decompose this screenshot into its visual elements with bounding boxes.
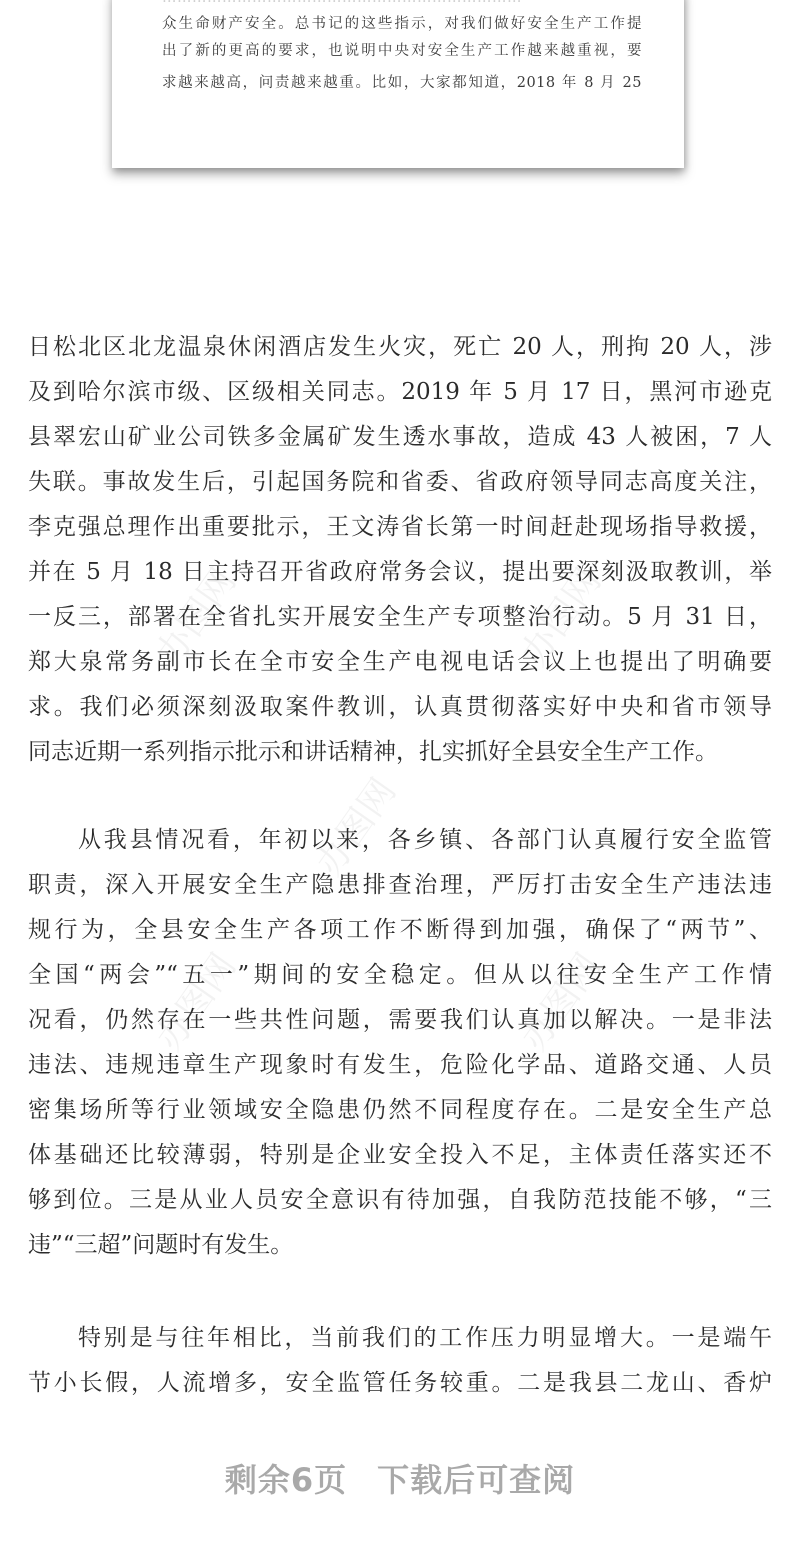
- previous-page-line: 众生命财产安全。总书记的这些指示，对我们做好安全生产工作提: [162, 16, 642, 32]
- watermark: 办图网: [513, 946, 610, 1059]
- paragraph-2-line: 全国“两会”“五一”期间的安全稳定。但从以往安全生产工作情: [28, 962, 772, 988]
- paragraph-2-line: 职责，深入开展安全生产隐患排查治理，严厉打击安全生产违法违: [28, 872, 772, 898]
- paragraph-2-line: 体基础还比较薄弱，特别是企业安全投入不足，主体责任落实还不: [28, 1142, 772, 1168]
- paragraph-2-line: 密集场所等行业领域安全隐患仍然不同程度存在。二是安全生产总: [28, 1097, 772, 1123]
- paragraph-1-line: 一反三，部署在全省扎实开展安全生产专项整治行动。5 月 31 日，: [28, 604, 772, 630]
- paragraph-2-line: 规行为，全县安全生产各项工作不断得到加强，确保了“两节”、: [28, 917, 772, 943]
- remaining-pages-label: 剩余6页: [224, 1461, 348, 1499]
- paragraph-2-line: 违”“三超”问题时有发生。: [28, 1232, 294, 1258]
- paragraph-1-line: 失联。事故发生后，引起国务院和省委、省政府领导同志高度关注，: [28, 469, 772, 495]
- paragraph-1-line: 同志近期一系列指示批示和讲话精神，扎实抓好全县安全生产工作。: [28, 739, 718, 765]
- paragraph-1-line: 李克强总理作出重要批示，王文涛省长第一时间赶赴现场指导救援，: [28, 514, 772, 540]
- paragraph-2-line: 够到位。三是从业人员安全意识有待加强，自我防范技能不够，“三: [28, 1187, 772, 1213]
- paragraph-2-line: 违法、违规违章生产现象时有发生，危险化学品、道路交通、人员: [28, 1052, 772, 1078]
- paragraph-1-line: 县翠宏山矿业公司铁多金属矿发生透水事故，造成 43 人被困，7 人: [28, 424, 772, 450]
- paragraph-3-line: 特别是与往年相比，当前我们的工作压力明显增大。一是端午: [78, 1325, 772, 1351]
- watermark: 办图网: [308, 771, 405, 884]
- paragraph-1-line: 求。我们必须深刻汲取案件教训，认真贯彻落实好中央和省市领导: [28, 694, 772, 720]
- previous-page-line: 出了新的更高的要求，也说明中央对安全生产工作越来越重视，要: [162, 43, 642, 59]
- previous-page-partial-line: [162, 0, 642, 8]
- paragraph-1-line: 日松北区北龙温泉休闲酒店发生火灾，死亡 20 人，刑拘 20 人，涉: [28, 334, 772, 360]
- paragraph-1-line: 及到哈尔滨市级、区级相关同志。2019 年 5 月 17 日，黑河市逊克: [28, 379, 772, 405]
- watermark: 办图网: [148, 946, 245, 1059]
- watermark: 办图网: [513, 561, 610, 674]
- previous-page-line: 求越来越高，问责越来越重。比如，大家都知道，2018 年 8 月 25: [162, 75, 642, 91]
- download-to-read-more-button[interactable]: [0, 1455, 800, 1501]
- previous-page-preview: [112, 0, 684, 168]
- paragraph-1-line: 郑大泉常务副市长在全市安全生产电视电话会议上也提出了明确要: [28, 649, 772, 675]
- watermark: 办图网: [148, 561, 245, 674]
- download-action-label: 下载后可查阅: [377, 1461, 576, 1499]
- paragraph-2-line: 况看，仍然存在一些共性问题，需要我们认真加以解决。一是非法: [28, 1007, 772, 1033]
- paragraph-1-line: 并在 5 月 18 日主持召开省政府常务会议，提出要深刻汲取教训，举: [28, 559, 772, 585]
- paragraph-2-line: 从我县情况看，年初以来，各乡镇、各部门认真履行安全监管: [78, 827, 772, 853]
- paragraph-3-line: 节小长假，人流增多，安全监管任务较重。二是我县二龙山、香炉: [28, 1370, 772, 1396]
